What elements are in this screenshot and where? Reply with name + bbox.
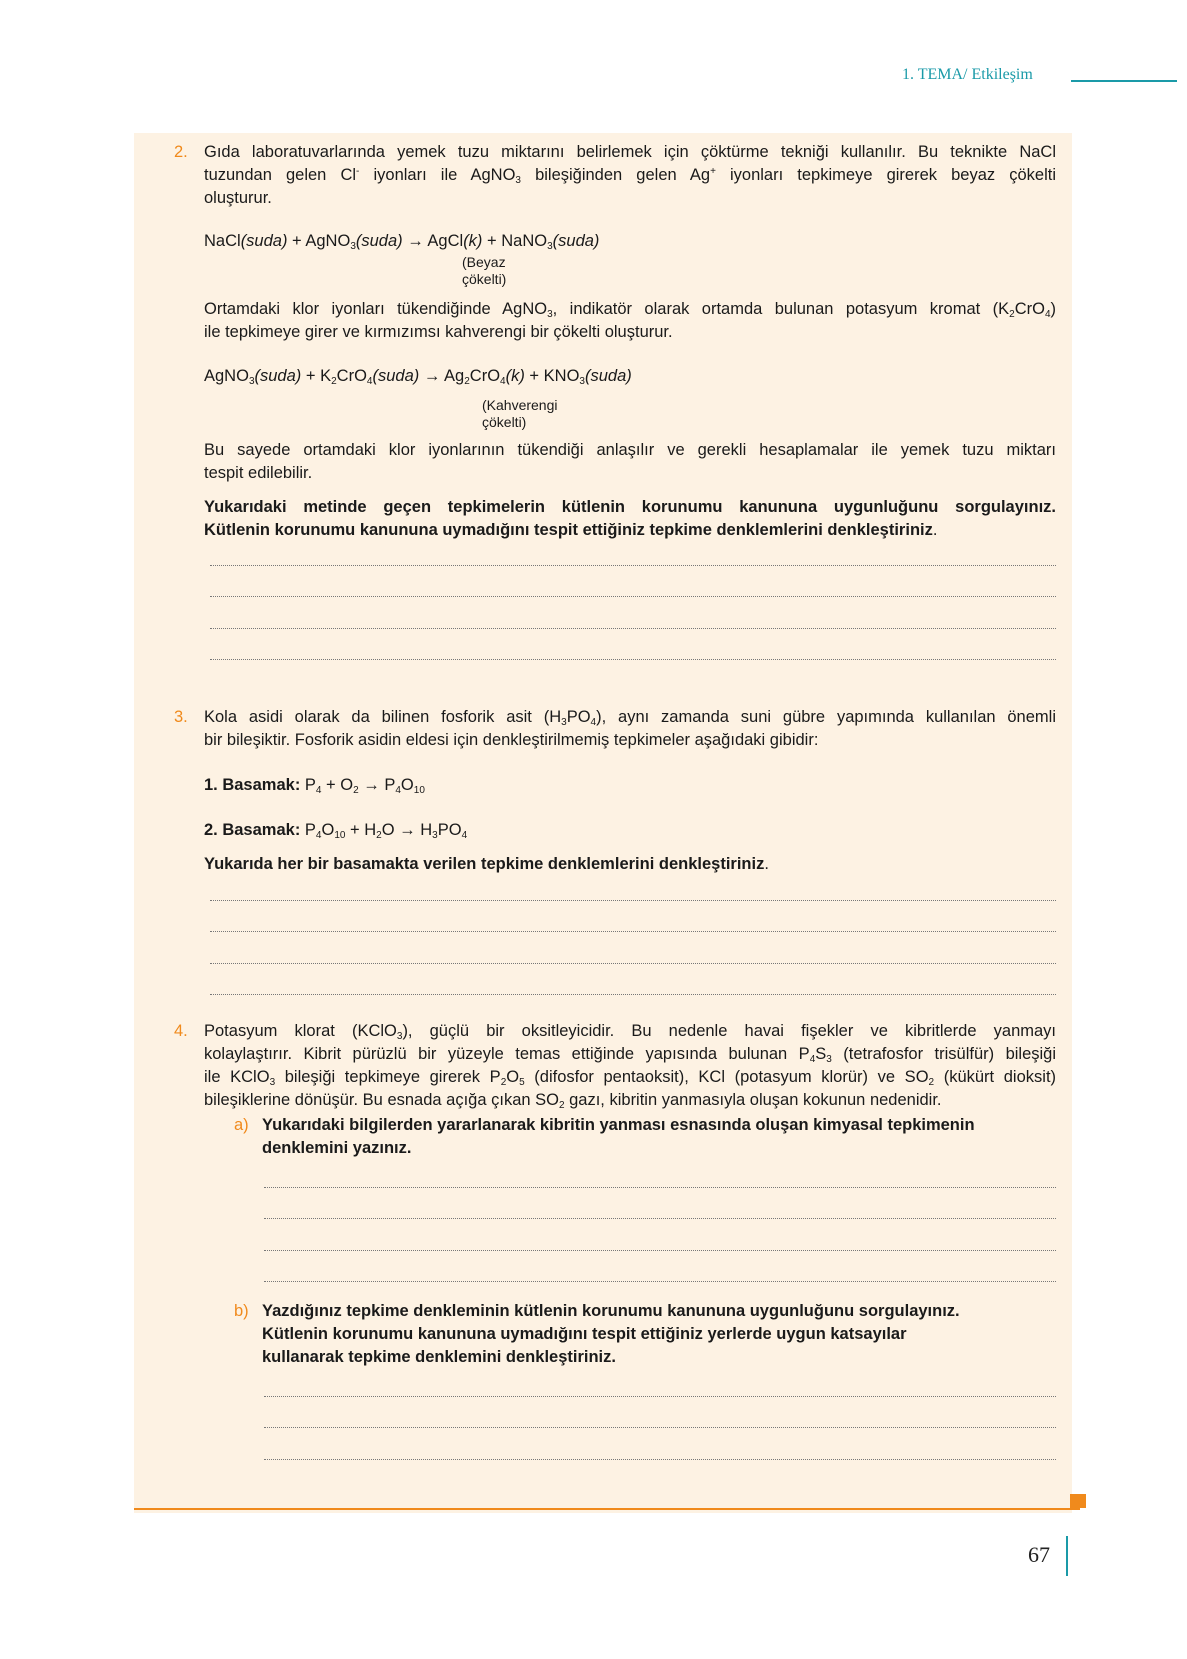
- footer-square-marker: [1070, 1494, 1086, 1508]
- question-2-number: 2.: [174, 143, 188, 161]
- q3-answer-line[interactable]: [210, 900, 1056, 901]
- q4b-answer-line[interactable]: [264, 1396, 1056, 1397]
- q4a-line-1: Yukarıdaki bilgilerden yararlanarak kibritin yanması esnasında oluşan kimyasal tepkimenin: [262, 1116, 975, 1134]
- q2-task-line-1: Yukarıdaki metinde geçen tepkimelerin kütlenin korunumu kanununa uygunluğunu sorgulayınız.: [204, 498, 1056, 516]
- q4a-answer-line[interactable]: [264, 1281, 1056, 1282]
- q2-middle-line-2: ile tepkimeye girer ve kırmızımsı kahverengi bir çökelti oluşturur.: [204, 323, 673, 341]
- q4-intro-line-3: ile KClO$_3$ bileşiği tepkimeye girerek $P_2O_5$ (difosfor pentaoksit), KCl (potasyum klorür) ve $SO_2$ (kükürt dioksit): [204, 1068, 1057, 1088]
- q2-answer-line[interactable]: [210, 596, 1056, 597]
- question-4-number: 4.: [174, 1022, 188, 1040]
- q2-middle-line-1: Ortamdaki klor iyonları tükendiğinde AgNO$_3$, indikatör olarak ortamda bulunan potasyum kromat $(K_2CrO_4)$: [204, 300, 1056, 320]
- q4b-line-1: Yazdığınız tepkime denkleminin kütlenin korunumu kanununa uygunluğunu sorgulayınız.: [262, 1302, 960, 1320]
- q2-answer-line[interactable]: [210, 565, 1056, 566]
- q3-intro-line-1: Kola asidi olarak da bilinen fosforik asit $(H_3PO_4)$, aynı zamanda suni gübre yapımında kullanılan önemli: [204, 708, 1056, 728]
- q2-equation-2: AgNO$_3$(suda) + $K_2CrO_4(suda) \to Ag_2CrO_4(k)$ + $KNO_3(suda)$: [204, 367, 632, 387]
- q2-equation-1: NaCl(suda) + AgNO$_3$(suda) → AgCl(k) + NaNO$_3$(suda): [204, 232, 600, 252]
- q3-answer-line[interactable]: [210, 963, 1056, 964]
- q2-conclusion-line-2: tespit edilebilir.: [204, 464, 313, 482]
- page-number: 67: [1028, 1542, 1050, 1567]
- q2-intro-line-3: oluşturur.: [204, 189, 272, 207]
- q4b-line-2: Kütlenin korunumu kanununa uymadığını tespit ettiğiniz yerlerde uygun katsayılar: [262, 1325, 907, 1343]
- q3-step-1: 1. Basamak: $P_4 + O_2 \to P_4O_{10}$: [204, 776, 425, 796]
- q2-conclusion-line-1: Bu sayede ortamdaki klor iyonlarının tükendiği anlaşılır ve gerekli hesaplamalar ile yemek tuzu miktarı: [204, 441, 1056, 459]
- q4-intro-line-1: Potasyum klorat (KClO$_3$), güçlü bir oksitleyicidir. Bu nedenle havai fişekler ve kibritlerde yanmayı: [204, 1022, 1057, 1042]
- q4a-line-2: denklemini yazınız.: [262, 1139, 412, 1157]
- q2-equation-1-note: (Beyaz çökelti): [462, 254, 507, 287]
- q2-equation-2-note: (Kahverengi çökelti): [482, 397, 558, 430]
- q4b-label: b): [234, 1302, 249, 1320]
- q4a-answer-line[interactable]: [264, 1218, 1056, 1219]
- q4-intro-line-2: kolaylaştırır. Kibrit pürüzlü bir yüzeyle temas ettiğinde yapısında bulunan $P_4S_3$ (tetrafosfor trisülfür) bileşiği: [204, 1045, 1057, 1065]
- page-number-rule: [1066, 1536, 1068, 1576]
- question-3-number: 3.: [174, 708, 188, 726]
- q2-answer-line[interactable]: [210, 659, 1056, 660]
- q4b-answer-line[interactable]: [264, 1427, 1056, 1428]
- header-title: 1. TEMA/ Etkileşim: [902, 66, 1033, 83]
- q2-task-line-2: Kütlenin korunumu kanununa uymadığını tespit ettiğiniz tepkime denklemlerini denkleştiriniz.: [204, 521, 938, 539]
- q3-answer-line[interactable]: [210, 994, 1056, 995]
- q3-answer-line[interactable]: [210, 931, 1056, 932]
- q4b-answer-line[interactable]: [264, 1459, 1056, 1460]
- q4a-label: a): [234, 1116, 249, 1134]
- header-rule: [1071, 80, 1177, 82]
- q2-intro-line-1: Gıda laboratuvarlarında yemek tuzu miktarını belirlemek için çöktürme tekniği kullanılır. Bu teknikte NaCl: [204, 143, 1056, 161]
- q3-intro-line-2: bir bileşiktir. Fosforik asidin eldesi için denkleştirilmemiş tepkimeler aşağıdaki gibidir:: [204, 731, 819, 749]
- q2-answer-line[interactable]: [210, 628, 1056, 629]
- q3-task: Yukarıda her bir basamakta verilen tepkime denklemlerini denkleştiriniz.: [204, 855, 769, 873]
- footer-rule: [134, 1508, 1080, 1510]
- q4b-line-3: kullanarak tepkime denklemini denkleştiriniz.: [262, 1348, 616, 1366]
- q4-intro-line-4: bileşiklerine dönüşür. Bu esnada açığa çıkan $SO_2$ gazı, kibritin yanmasıyla oluşan kokunun nedenidir.: [204, 1091, 942, 1111]
- q3-step-2: 2. Basamak: $P_4O_{10} + H_2O \to H_3PO_4$: [204, 821, 468, 841]
- q2-intro-line-2: tuzundan gelen Cl- iyonları ile AgNO$_3$ bileşiğinden gelen Ag+ iyonları tepkimeye girerek beyaz çökelti: [204, 166, 1057, 186]
- q4a-answer-line[interactable]: [264, 1250, 1056, 1251]
- q4a-answer-line[interactable]: [264, 1187, 1056, 1188]
